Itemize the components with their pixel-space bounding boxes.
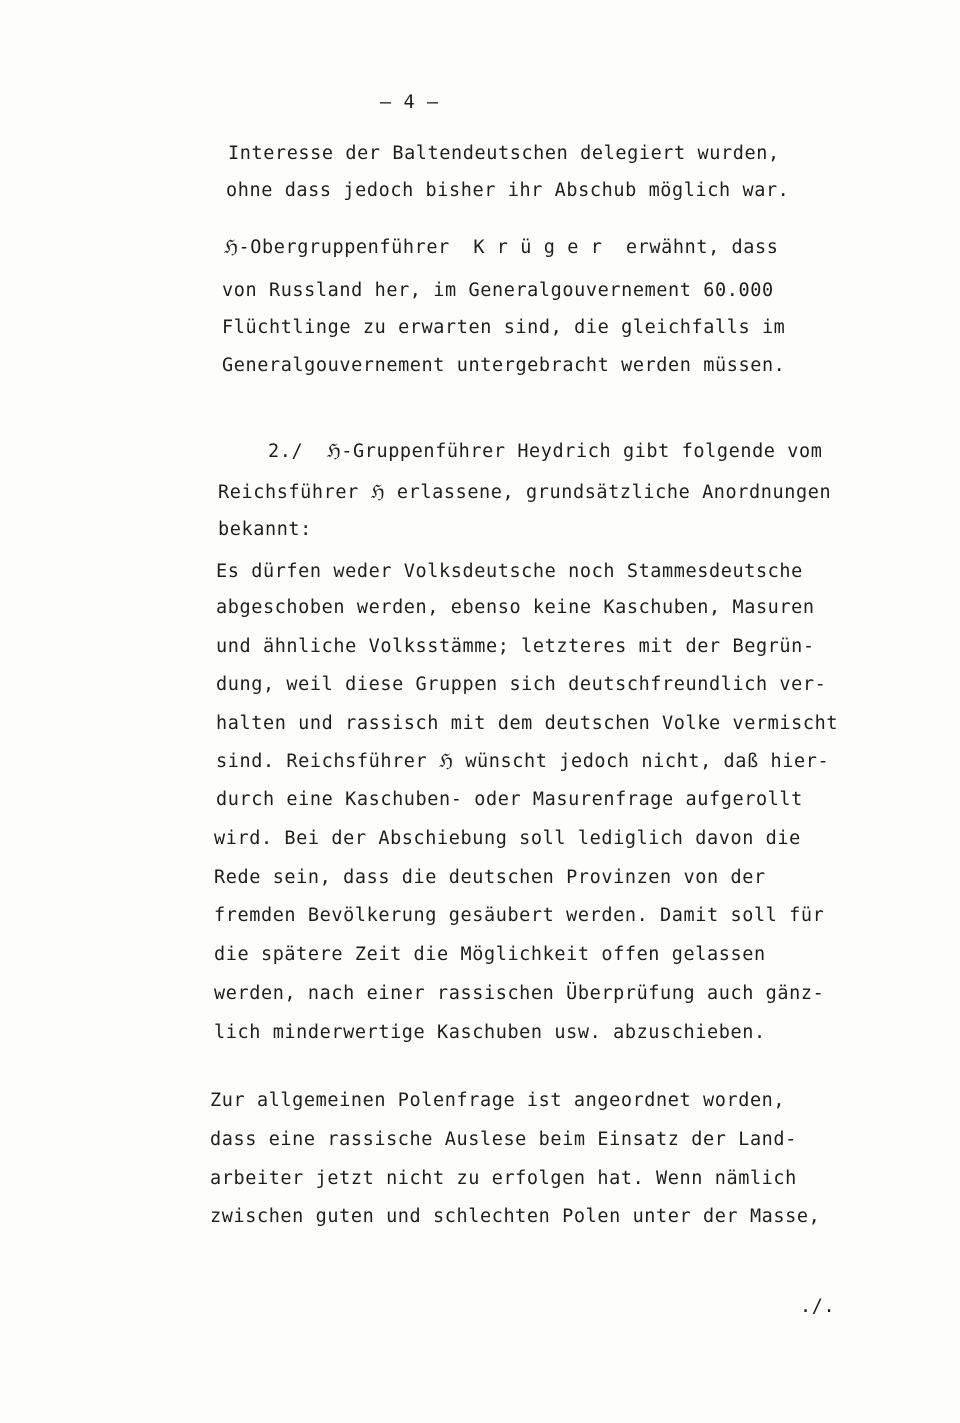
text-line: halten und rassisch mit dem deutschen Volke vermischt <box>216 713 839 734</box>
text-line: Flüchtlinge zu erwarten sind, die gleichfalls im <box>222 317 786 338</box>
text-line: abgeschoben werden, ebenso keine Kaschuben, Masuren <box>216 597 815 618</box>
text-line: durch eine Kaschuben- oder Masurenfrage aufgerollt <box>216 789 803 810</box>
text-line: fremden Bevölkerung gesäubert werden. Damit soll für <box>214 905 825 926</box>
text-line: von Russland her, im Generalgouvernement 60.000 <box>222 280 774 301</box>
text-line: wird. Bei der Abschiebung soll lediglich davon die <box>214 828 801 849</box>
text-line: Zur allgemeinen Polenfrage ist angeordnet worden, <box>210 1090 786 1111</box>
text-line: die spätere Zeit die Möglichkeit offen gelassen <box>214 944 766 965</box>
text-line: Generalgouvernement untergebracht werden müssen. <box>222 355 786 376</box>
text-line: Rede sein, dass die deutschen Provinzen von der <box>214 867 766 888</box>
text-line: dass eine rassische Auslese beim Einsatz der Land- <box>210 1129 797 1150</box>
text-line: sind. Reichsführer ℌ wünscht jedoch nicht, daß hier- <box>216 751 830 772</box>
text-line: dung, weil diese Gruppen sich deutschfreundlich ver- <box>216 674 827 695</box>
continuation-mark: ./. <box>800 1296 836 1317</box>
text-line: Interesse der Baltendeutschen delegiert wurden, <box>228 143 780 164</box>
text-line: lich minderwertige Kaschuben usw. abzuschieben. <box>214 1022 766 1043</box>
text-line: 2./ ℌ-Gruppenführer Heydrich gibt folgende vom <box>268 441 823 462</box>
text-line: zwischen guten und schlechten Polen unter der Masse, <box>210 1206 821 1227</box>
text-line: Reichsführer ℌ erlassene, grundsätzliche Anordnungen <box>218 482 832 503</box>
text-line: arbeiter jetzt nicht zu erfolgen hat. Wenn nämlich <box>210 1168 797 1189</box>
text-line: ℌ-Obergruppenführer K r ü g e r erwähnt, dass <box>224 237 779 258</box>
text-line: Es dürfen weder Volksdeutsche noch Stammesdeutsche <box>216 561 803 582</box>
text-line: und ähnliche Volksstämme; letzteres mit der Begrün- <box>216 636 815 657</box>
page-number: – 4 – <box>380 92 439 113</box>
text-line: bekannt: <box>218 519 312 540</box>
text-line: ohne dass jedoch bisher ihr Abschub möglich war. <box>226 180 790 201</box>
text-line: werden, nach einer rassischen Überprüfung auch gänz- <box>214 983 825 1004</box>
